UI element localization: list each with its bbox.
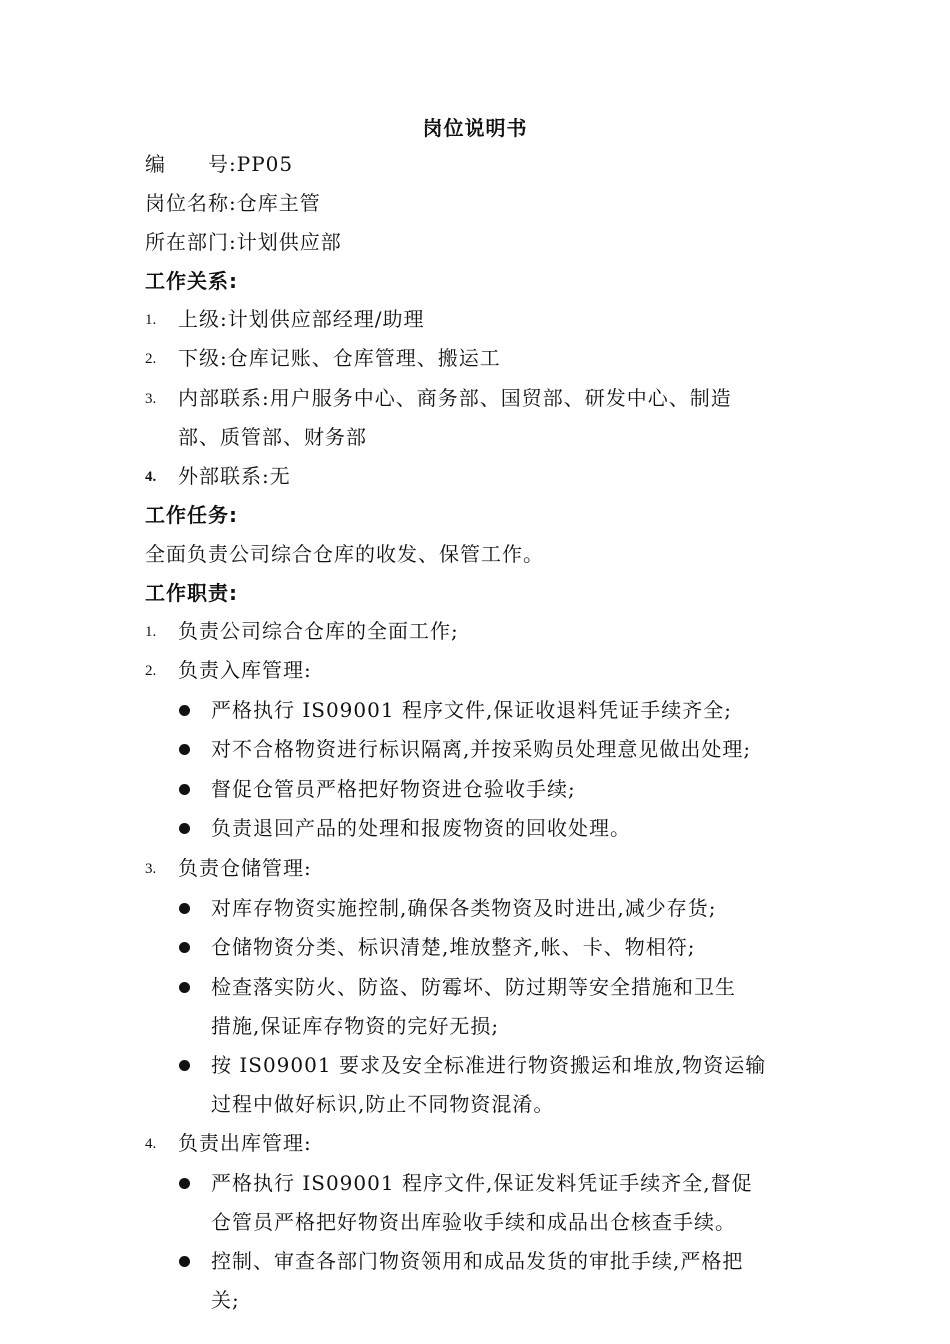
relations-heading: 工作关系: <box>145 269 238 293</box>
relation-number: 1. <box>145 312 157 328</box>
duty-item-storage: 负责仓储管理: <box>178 856 312 880</box>
relation-item-subordinate: 下级:仓库记账、仓库管理、搬运工 <box>178 346 501 370</box>
duty-number: 4. <box>145 1136 157 1152</box>
task-heading: 工作任务: <box>145 503 238 527</box>
code-label-b: 号: <box>208 152 237 176</box>
duty-item-overall: 负责公司综合仓库的全面工作; <box>178 619 459 643</box>
bullet-dot <box>179 823 190 834</box>
relation-item-internal-cont: 部、质管部、财务部 <box>178 425 367 449</box>
relation-number: 4. <box>145 469 157 485</box>
code-label-a: 编 <box>145 152 166 176</box>
relation-number: 3. <box>145 391 157 407</box>
relation-item-superior: 上级:计划供应部经理/助理 <box>178 307 425 331</box>
outbound-bullet-text-cont: 仓管员严格把好物资出库验收手续和成品出仓核查手续。 <box>211 1210 736 1234</box>
inbound-bullet-text: 严格执行 IS09001 程序文件,保证收退料凭证手续齐全; <box>211 698 733 722</box>
storage-bullet-text: 检查落实防火、防盗、防霉坏、防过期等安全措施和卫生 <box>211 975 736 999</box>
duty-number: 3. <box>145 861 157 877</box>
inbound-bullet-text: 负责退回产品的处理和报废物资的回收处理。 <box>211 816 631 840</box>
inbound-bullet-text: 对不合格物资进行标识隔离,并按采购员处理意见做出处理; <box>211 737 752 761</box>
bullet-dot <box>179 903 190 914</box>
bullet-dot <box>179 1060 190 1071</box>
storage-bullet-text: 仓储物资分类、标识清楚,堆放整齐,帐、卡、物相符; <box>211 935 696 959</box>
duty-number: 1. <box>145 624 157 640</box>
bullet-dot <box>179 744 190 755</box>
storage-bullet-text-cont: 过程中做好标识,防止不同物资混淆。 <box>211 1092 555 1116</box>
duty-item-outbound: 负责出库管理: <box>178 1131 312 1155</box>
bullet-dot <box>179 1256 190 1267</box>
code-value: PP05 <box>236 152 294 176</box>
task-text: 全面负责公司综合仓库的收发、保管工作。 <box>145 542 544 566</box>
code-line <box>145 150 293 178</box>
outbound-bullet-text: 控制、审查各部门物资领用和成品发货的审批手续,严格把 <box>211 1249 744 1273</box>
outbound-bullet-text-cont: 关; <box>211 1288 240 1312</box>
bullet-dot <box>179 1178 190 1189</box>
storage-bullet-text-cont: 措施,保证库存物资的完好无损; <box>211 1014 500 1038</box>
outbound-bullet-text: 严格执行 IS09001 程序文件,保证发料凭证手续齐全,督促 <box>211 1171 753 1195</box>
inbound-bullet-text: 督促仓管员严格把好物资进仓验收手续; <box>211 777 576 801</box>
bullet-dot <box>179 705 190 716</box>
storage-bullet-text: 按 IS09001 要求及安全标准进行物资搬运和堆放,物资运输 <box>211 1053 767 1077</box>
relation-number: 2. <box>145 351 157 367</box>
duty-item-inbound: 负责入库管理: <box>178 658 312 682</box>
bullet-dot <box>179 784 190 795</box>
duty-number: 2. <box>145 663 157 679</box>
relation-item-external: 外部联系:无 <box>178 464 291 488</box>
document-title: 岗位说明书 <box>422 116 528 140</box>
duties-heading: 工作职责: <box>145 581 238 605</box>
bullet-dot <box>179 942 190 953</box>
department: 所在部门:计划供应部 <box>145 230 342 254</box>
storage-bullet-text: 对库存物资实施控制,确保各类物资及时进出,减少存货; <box>211 896 717 920</box>
post-name: 岗位名称:仓库主管 <box>145 191 321 215</box>
relation-item-internal: 内部联系:用户服务中心、商务部、国贸部、研发中心、制造 <box>178 386 732 410</box>
bullet-dot <box>179 982 190 993</box>
